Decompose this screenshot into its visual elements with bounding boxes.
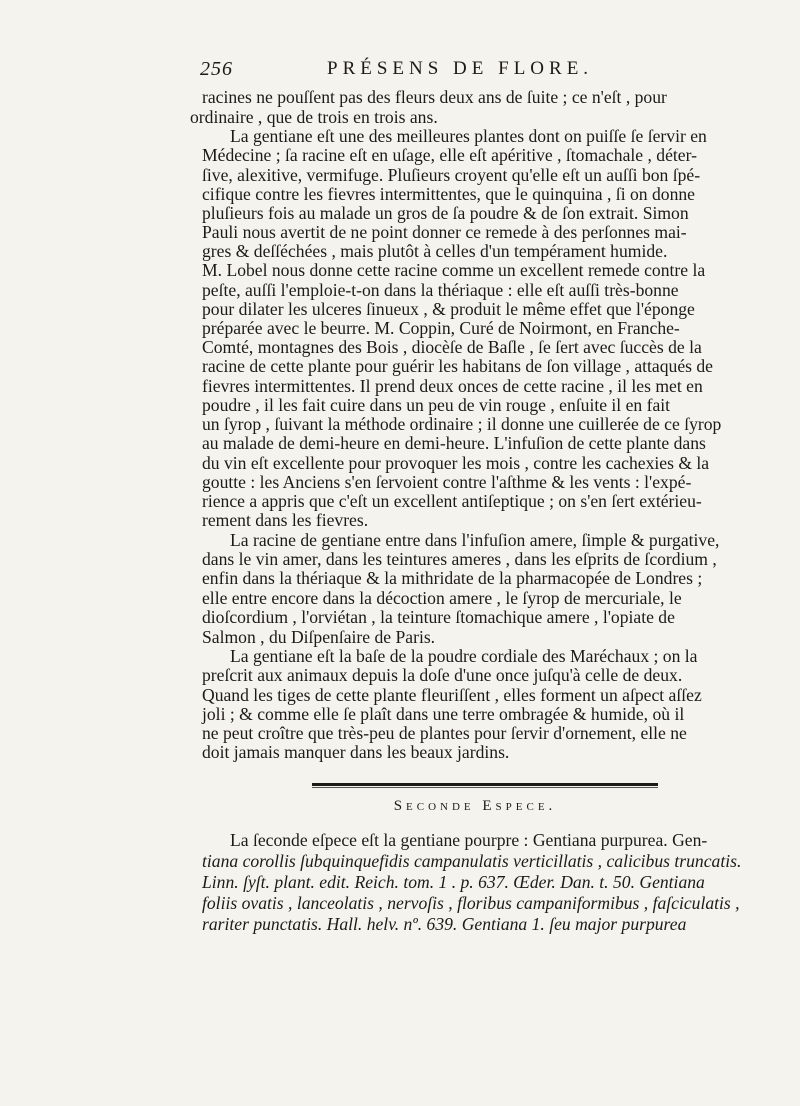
text-line: joli ; & comme elle ſe plaît dans une terre ombragée & humide, où il <box>202 704 685 724</box>
text-line: Quand les tiges de cette plante fleuriſſent , elles forment un aſpect aſſez <box>202 685 702 705</box>
text-line: enfin dans la thériaque & la mithridate de la pharmacopée de Londres ; <box>202 568 703 588</box>
page-number: 256 <box>200 58 233 80</box>
text-line: cifique contre les fievres intermittentes, que le quinquina , ſi on donne <box>202 184 695 204</box>
text-line: doit jamais manquer dans les beaux jardins. <box>202 742 510 762</box>
text-line: Pauli nous avertit de ne point donner ce remede à des perſonnes mai- <box>202 222 687 242</box>
text-line: ſive, alexitive, vermifuge. Pluſieurs croyent qu'elle eſt un auſſi bon ſpé- <box>202 165 701 185</box>
text-line: ne peut croître que très-peu de plantes pour ſervir d'ornement, elle ne <box>202 723 687 743</box>
text-line: gres & deſſéchées , mais plutôt à celles d'un tempérament humide. <box>202 241 668 261</box>
text-line: rience a appris que c'eſt un excellent antiſeptique ; on s'en ſert extérieu- <box>202 491 702 511</box>
text-line: preſcrit aux animaux depuis la doſe d'une once juſqu'à celle de deux. <box>202 665 683 685</box>
text-line: préparée avec le beurre. M. Coppin, Curé de Noirmont, en Franche- <box>202 318 680 338</box>
text-line: goutte : les Anciens s'en ſervoient contre l'aſthme & les vents : l'expé- <box>202 472 692 492</box>
section-heading: Seconde Espece. <box>393 798 557 814</box>
text-line: au malade de demi-heure en demi-heure. L'infuſion de cette plante dans <box>202 433 706 453</box>
section-rule <box>312 783 658 786</box>
text-line: La gentiane eſt une des meilleures plantes dont on puiſſe ſe ſervir en <box>230 126 707 146</box>
text-line: La gentiane eſt la baſe de la poudre cordiale des Maréchaux ; on la <box>230 646 698 666</box>
text-line: rariter punctatis. Hall. helv. nº. 639. Gentiana 1. ſeu major purpurea <box>202 914 687 934</box>
text-line: peſte, auſſi l'emploie-t-on dans la thériaque : elle eſt auſſi très-bonne <box>202 280 679 300</box>
text-line: dioſcordium , l'orviétan , la teinture ſtomachique amere , l'opiate de <box>202 607 675 627</box>
text-line: dans le vin amer, dans les teintures ameres , dans les eſprits de ſcordium , <box>202 549 717 569</box>
text-line: ordinaire , que de trois en trois ans. <box>190 107 438 127</box>
text-line: tiana corollis ſubquinquefidis campanulatis verticillatis , calicibus truncatis. <box>202 851 742 871</box>
section-rule-thin <box>312 787 658 788</box>
text-line: foliis ovatis , lanceolatis , nervoſis , floribus campaniformibus , faſciculatis , <box>202 893 740 913</box>
text-line: un ſyrop , ſuivant la méthode ordinaire ; il donne une cuillerée de ce ſyrop <box>202 414 722 434</box>
text-line: Linn. ſyſt. plant. edit. Reich. tom. 1 . p. 637. Œder. Dan. t. 50. Gentiana <box>202 872 705 892</box>
text-line: M. Lobel nous donne cette racine comme un excellent remede contre la <box>202 260 706 280</box>
text-line: poudre , il les fait cuire dans un peu de vin rouge , enſuite il en fait <box>202 395 671 415</box>
text-line: pluſieurs fois au malade un gros de ſa poudre & de ſon extrait. Simon <box>202 203 689 223</box>
text-line: elle entre encore dans la décoction amere , le ſyrop de mercuriale, le <box>202 588 682 608</box>
text-line: Salmon , du Diſpenſaire de Paris. <box>202 627 436 647</box>
text-line: La racine de gentiane entre dans l'infuſion amere, ſimple & purgative, <box>230 530 720 550</box>
running-title: PRÉSENS DE FLORE. <box>327 58 594 79</box>
text-line: pour dilater les ulceres ſinueux , & produit le même effet que l'éponge <box>202 299 695 319</box>
text-line: du vin eſt excellente pour provoquer les mois , contre les cachexies & la <box>202 453 710 473</box>
page-header <box>200 58 760 88</box>
text-line: racine de cette plante pour guérir les habitans de ſon village , attaqués de <box>202 356 713 376</box>
text-line: Médecine ; ſa racine eſt en uſage, elle eſt apéritive , ſtomachale , déter- <box>202 145 697 165</box>
text-line: fievres intermittentes. Il prend deux onces de cette racine , il les met en <box>202 376 703 396</box>
text-line: La ſeconde eſpece eſt la gentiane pourpre : Gentiana purpurea. Gen- <box>230 830 708 850</box>
text-line: rement dans les fievres. <box>202 510 369 530</box>
text-line: Comté, montagnes des Bois , diocèſe de Baſle , ſe ſert avec ſuccès de la <box>202 337 702 357</box>
text-line: racines ne pouſſent pas des fleurs deux ans de ſuite ; ce n'eſt , pour <box>202 87 667 107</box>
